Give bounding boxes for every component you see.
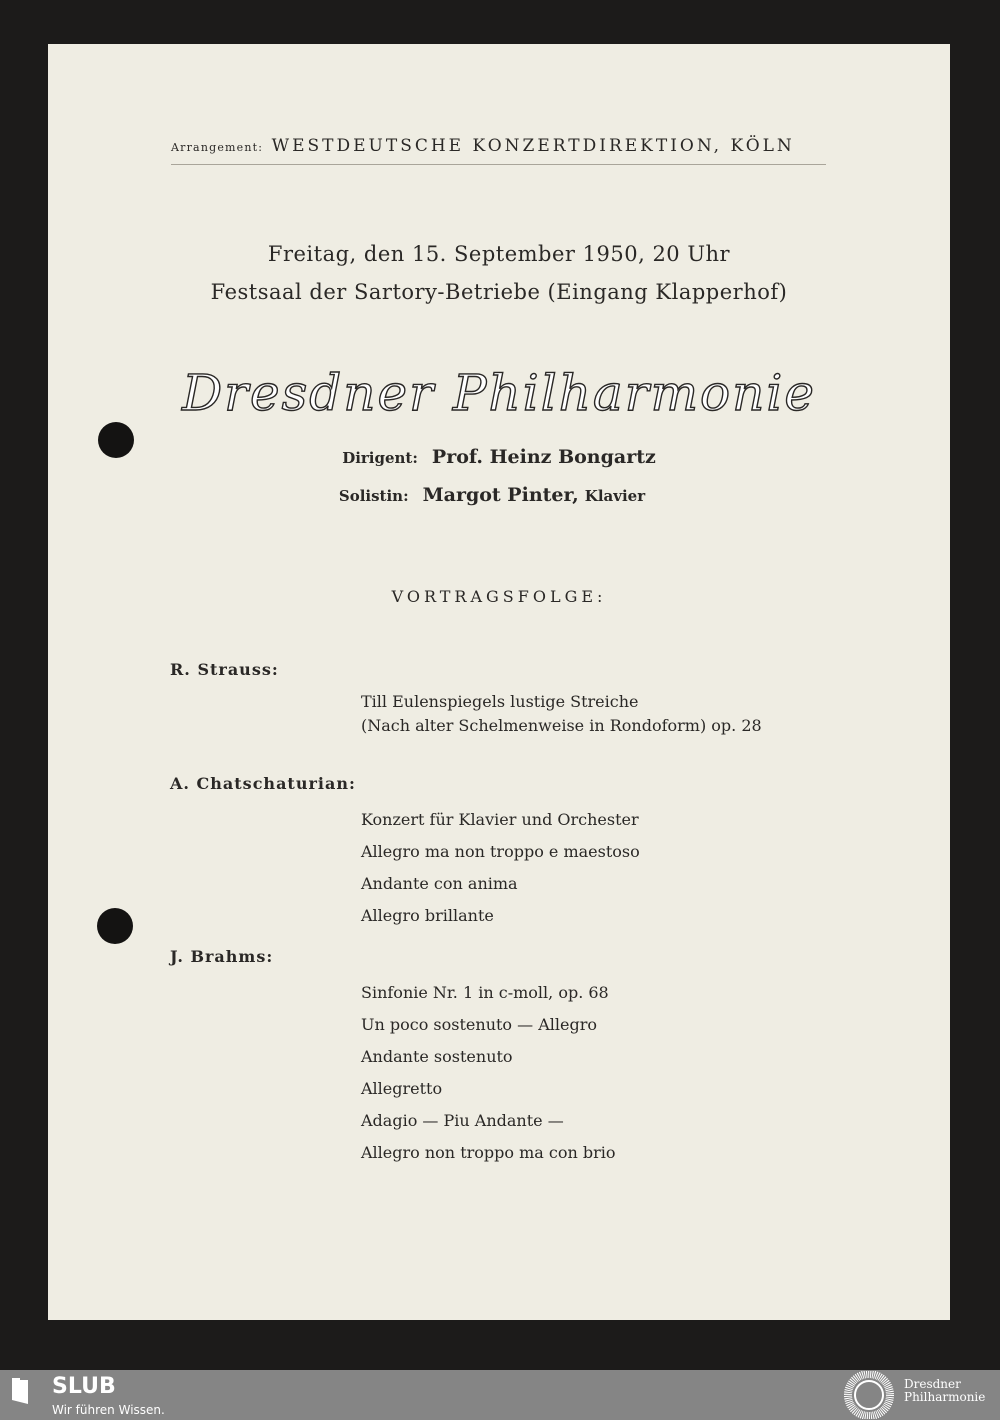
work-line: Andante con anima [361, 874, 518, 893]
work-line: Andante sostenuto [361, 1047, 513, 1066]
work-line: Till Eulenspiegels lustige Streiche [361, 692, 639, 711]
work-list [361, 804, 640, 932]
conductor-name: Prof. Heinz Bongartz [431, 446, 656, 468]
soloist-label: Solistin: [338, 487, 409, 505]
partner-line: Dresdner [904, 1377, 961, 1391]
punch-hole [98, 422, 134, 458]
slub-slogan: Wir führen Wissen. [52, 1403, 165, 1417]
work-line: Allegro brillante [361, 906, 494, 925]
soloist-instrument: Klavier [584, 487, 646, 505]
conductor [48, 446, 950, 468]
work-list [361, 690, 762, 738]
philharmonie-logo-text [904, 1378, 985, 1404]
concert-date: Freitag, den 15. September 1950, 20 Uhr [267, 242, 731, 266]
work-line: Adagio — Piu Andante — [361, 1111, 564, 1130]
work-line: Konzert für Klavier und Orchester [361, 810, 639, 829]
work-line: (Nach alter Schelmenweise in Rondoform) op. 28 [361, 716, 762, 735]
conductor-label: Dirigent: [342, 449, 418, 467]
work-line: Sinfonie Nr. 1 in c-moll, op. 68 [361, 983, 609, 1002]
work-line: Allegro non troppo ma con brio [361, 1143, 616, 1162]
footer-bar [0, 1370, 1000, 1420]
work-line: Allegro ma non troppo e maestoso [361, 842, 640, 861]
program-heading: VORTRAGSFOLGE: [391, 587, 607, 606]
program-sheet [48, 44, 950, 1320]
philharmonie-logo-icon [842, 1371, 896, 1419]
orchestra-title: Dresdner Philharmonie [182, 364, 816, 422]
composer: R. Strauss: [170, 660, 279, 679]
soloist [48, 484, 950, 506]
punch-hole [97, 908, 133, 944]
partner-line: Philharmonie [904, 1390, 986, 1404]
concert-venue: Festsaal der Sartory-Betriebe (Eingang Klapperhof) [210, 280, 788, 304]
arrangement-label: Arrangement: [171, 141, 264, 154]
composer: A. Chatschaturian: [170, 774, 356, 793]
composer: J. Brahms: [170, 947, 274, 966]
work-line: Un poco sostenuto — Allegro [361, 1015, 598, 1034]
soloist-name: Margot Pinter, [422, 484, 579, 506]
work-line: Allegretto [361, 1079, 443, 1098]
slub-logo-text: SLUB [52, 1374, 116, 1399]
work-list [361, 977, 616, 1169]
arrangement-line [171, 136, 826, 165]
slub-logo-icon [8, 1376, 34, 1406]
organizer: WESTDEUTSCHE KONZERTDIREKTION, KÖLN [271, 136, 795, 156]
